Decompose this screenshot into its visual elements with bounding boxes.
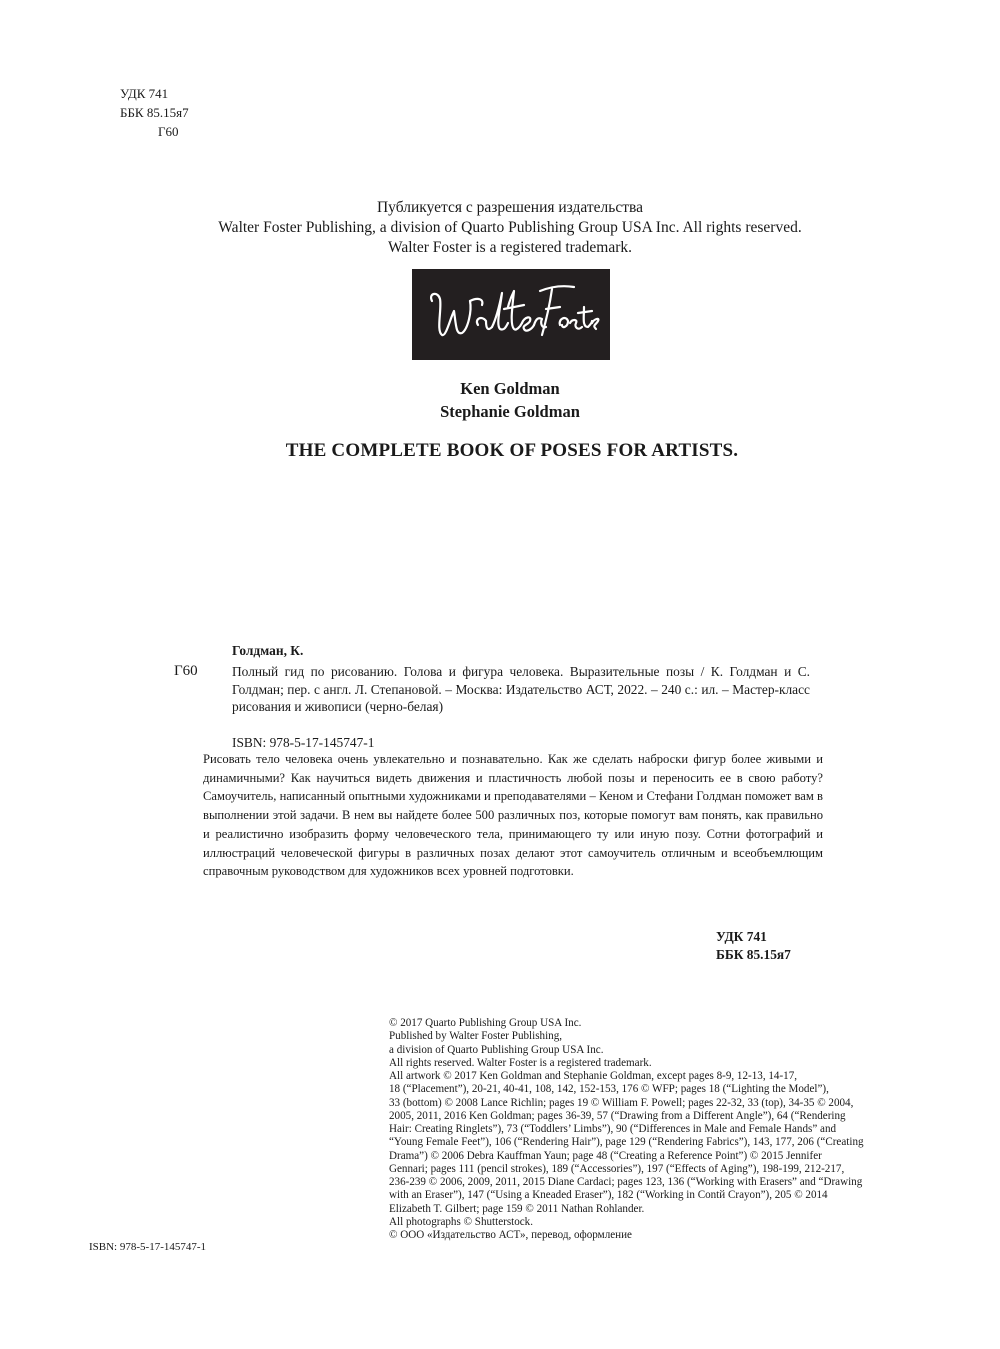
copyright-line: 18 (“Placement”), 20-21, 40-41, 108, 142, 152-153, 176 © WFP; pages 18 (“Lighting the Model”), (389, 1083, 829, 1096)
author-mark: Г60 (158, 124, 179, 139)
copyright-line: All photographs © Shutterstock. (389, 1215, 534, 1228)
udk-code-bottom: УДК 741 (716, 929, 767, 944)
permission-line: Walter Foster Publishing, a division of Quarto Publishing Group USA Inc. All rights reserved. (218, 219, 802, 236)
copyright-notice (389, 1017, 914, 1242)
copyright-line: Drama”) © 2006 Debra Kauffman Yaun; page 48 (“Creating a Reference Point”) © 2015 Jennifer (389, 1149, 822, 1162)
copyright-line: with an Eraser”), 147 (“Using a Kneaded Eraser”), 182 (“Working in Contй Crayon”), 205 © 2014 (389, 1189, 828, 1202)
copyright-line: All artwork © 2017 Ken Goldman and Stephanie Goldman, except pages 8-9, 12-13, 14-17, (389, 1070, 798, 1082)
permission-line: Walter Foster is a registered trademark. (387, 239, 633, 256)
catalog-description: Полный гид по рисованию. Голова и фигура человека. Выразительные позы / К. Голдман и С. Голдман; пер. с англ. Л. Степановой. – Москва: Издательство АСТ, 2022. – 240 с.: ил. – Мастер-класс рисования и живописи (черно-белая) (232, 664, 810, 715)
book-abstract: Рисовать тело человека очень увлекательно и познавательно. Как же сделать наброски фигур более живыми и динамичными? Как научиться видеть движения и пластичность любой позы и переносить ее в свою работу? Самоучитель, написанный опытными художниками и преподавателями – Кеном и Стефани Голдман поможет вам в выполнении этой задачи. В нем вы найдете более 500 различных поз, которые помогут вам понять, как правильно и реалистично изобразить форму человеческого тела, принимающего ту или иную позу. Сотни фотографий и иллюстраций человеческой фигуры в различных позах делают этот самоучитель отличным и всеобъемлющим справочным руководством для художников всех уровней подготовки. (203, 752, 823, 879)
copyright-line: 33 (bottom) © 2008 Lance Richlin; pages 19 © William F. Powell; pages 22-32, 33 (top), 34-35 © 2004, (389, 1096, 854, 1109)
copyright-line: Hair: Creating Ringlets”), 73 (“Toddlers’ Limbs”), 90 (“Differences in Male and Female Hands” and (389, 1123, 837, 1135)
walter-foster-logo (412, 269, 610, 360)
catalog-author: Голдман, К. (232, 643, 304, 658)
author-name: Ken Goldman (460, 379, 560, 398)
copyright-line: 236-239 © 2006, 2009, 2011, 2015 Diane Cardaci; pages 123, 136 (“Working with Erasers” and “Drawing (389, 1176, 863, 1188)
classification-block-top (120, 84, 189, 141)
catalog-author-mark: Г60 (174, 663, 198, 679)
copyright-line: Published by Walter Foster Publishing, (389, 1030, 563, 1043)
bbk-code: ББК 85.15я7 (120, 105, 189, 120)
copyright-line: Elizabeth T. Gilbert; page 159 © 2011 Nathan Rohlander. (389, 1202, 645, 1215)
walter-foster-logo-icon (412, 269, 610, 360)
permission-line: Публикуется с разрешения издательства (376, 199, 643, 216)
author-name: Stephanie Goldman (440, 402, 580, 421)
catalog-isbn: ISBN: 978-5-17-145747-1 (232, 735, 375, 750)
permission-notice (0, 198, 1000, 258)
copyright-line: Gennari; pages 111 (pencil strokes), 189 (“Accessories”), 197 (“Effects of Aging”), 198-199, 212-217, (389, 1162, 845, 1175)
copyright-line: © ООО «Издательство АСТ», перевод, оформление (389, 1229, 632, 1241)
classification-block-bottom (716, 928, 791, 964)
copyright-line: a division of Quarto Publishing Group USA Inc. (389, 1043, 604, 1056)
bbk-code-bottom: ББК 85.15я7 (716, 947, 791, 962)
copyright-line: “Young Female Feet”), 106 (“Rendering Hair”), page 129 (“Rendering Fabrics”), 143, 177, 206 (“Creating (389, 1136, 864, 1149)
authors-block (0, 377, 1000, 423)
copyright-line: All rights reserved. Walter Foster is a registered trademark. (389, 1056, 652, 1069)
original-book-title: THE COMPLETE BOOK OF POSES FOR ARTISTS. (285, 440, 739, 461)
udk-code: УДК 741 (120, 86, 169, 101)
copyright-line: © 2017 Quarto Publishing Group USA Inc. (389, 1017, 582, 1029)
copyright-line: 2005, 2011, 2016 Ken Goldman; pages 36-39, 57 (“Drawing from a Different Angle”), 64 (“Rendering (389, 1109, 846, 1122)
isbn-footer: ISBN: 978-5-17-145747-1 (89, 1241, 207, 1253)
